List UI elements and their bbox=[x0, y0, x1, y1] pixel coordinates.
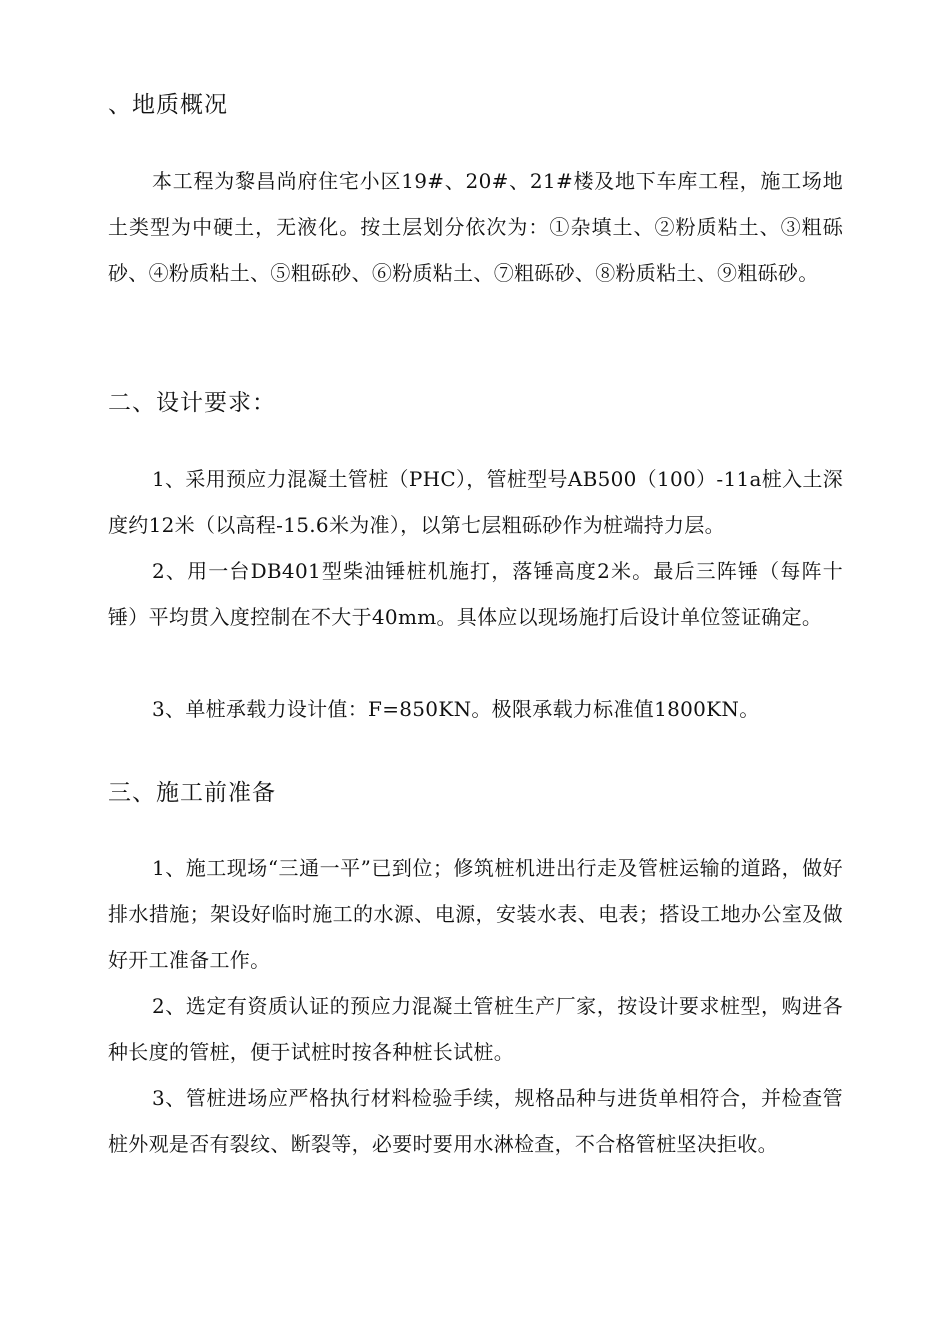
paragraph-preparation-3: 3、管桩进场应严格执行材料检验手续，规格品种与进货单相符合，并检查管桩外观是否有裂纹、断裂等，必要时要用水淋检查，不合格管桩坚决拒收。 bbox=[108, 1086, 843, 1156]
paragraph-design-3: 3、单桩承载力设计值：F=850KN。极限承载力标准值1800KN。 bbox=[152, 697, 760, 721]
paragraph-preparation-2: 2、选定有资质认证的预应力混凝土管桩生产厂家，按设计要求桩型，购进各种长度的管桩，便于试桩时按各种桩长试桩。 bbox=[108, 994, 843, 1064]
paragraph-design-1: 1、采用预应力混凝土管桩（PHC），管桩型号AB500（100）-11a桩入土深度约12米（以高程-15.6米为准），以第七层粗砾砂作为桩端持力层。 bbox=[108, 467, 843, 537]
paragraph-geology: 本工程为黎昌尚府住宅小区19#、20#、21#楼及地下车库工程，施工场地土类型为中硬土，无液化。按土层划分依次为：①杂填土、②粉质粘土、③粗砾砂、④粉质粘土、⑤粗砾砂、⑥粉质粘土、⑦粗砾砂、⑧粉质粘土、⑨粗砾砂。 bbox=[108, 169, 843, 285]
section-heading-design-requirements: 二、设计要求： bbox=[108, 390, 276, 416]
section-heading-geology: 、地质概况 bbox=[108, 92, 228, 118]
paragraph-preparation-1: 1、施工现场“三通一平”已到位；修筑桩机进出行走及管桩运输的道路，做好排水措施；架设好临时施工的水源、电源，安装水表、电表；搭设工地办公室及做好开工准备工作。 bbox=[108, 856, 843, 972]
paragraph-design-2: 2、用一台DB401型柴油锤桩机施打，落锤高度2米。最后三阵锤（每阵十锤）平均贯入度控制在不大于40mm。具体应以现场施打后设计单位签证确定。 bbox=[108, 559, 843, 629]
section-heading-preparation: 三、施工前准备 bbox=[108, 780, 276, 806]
